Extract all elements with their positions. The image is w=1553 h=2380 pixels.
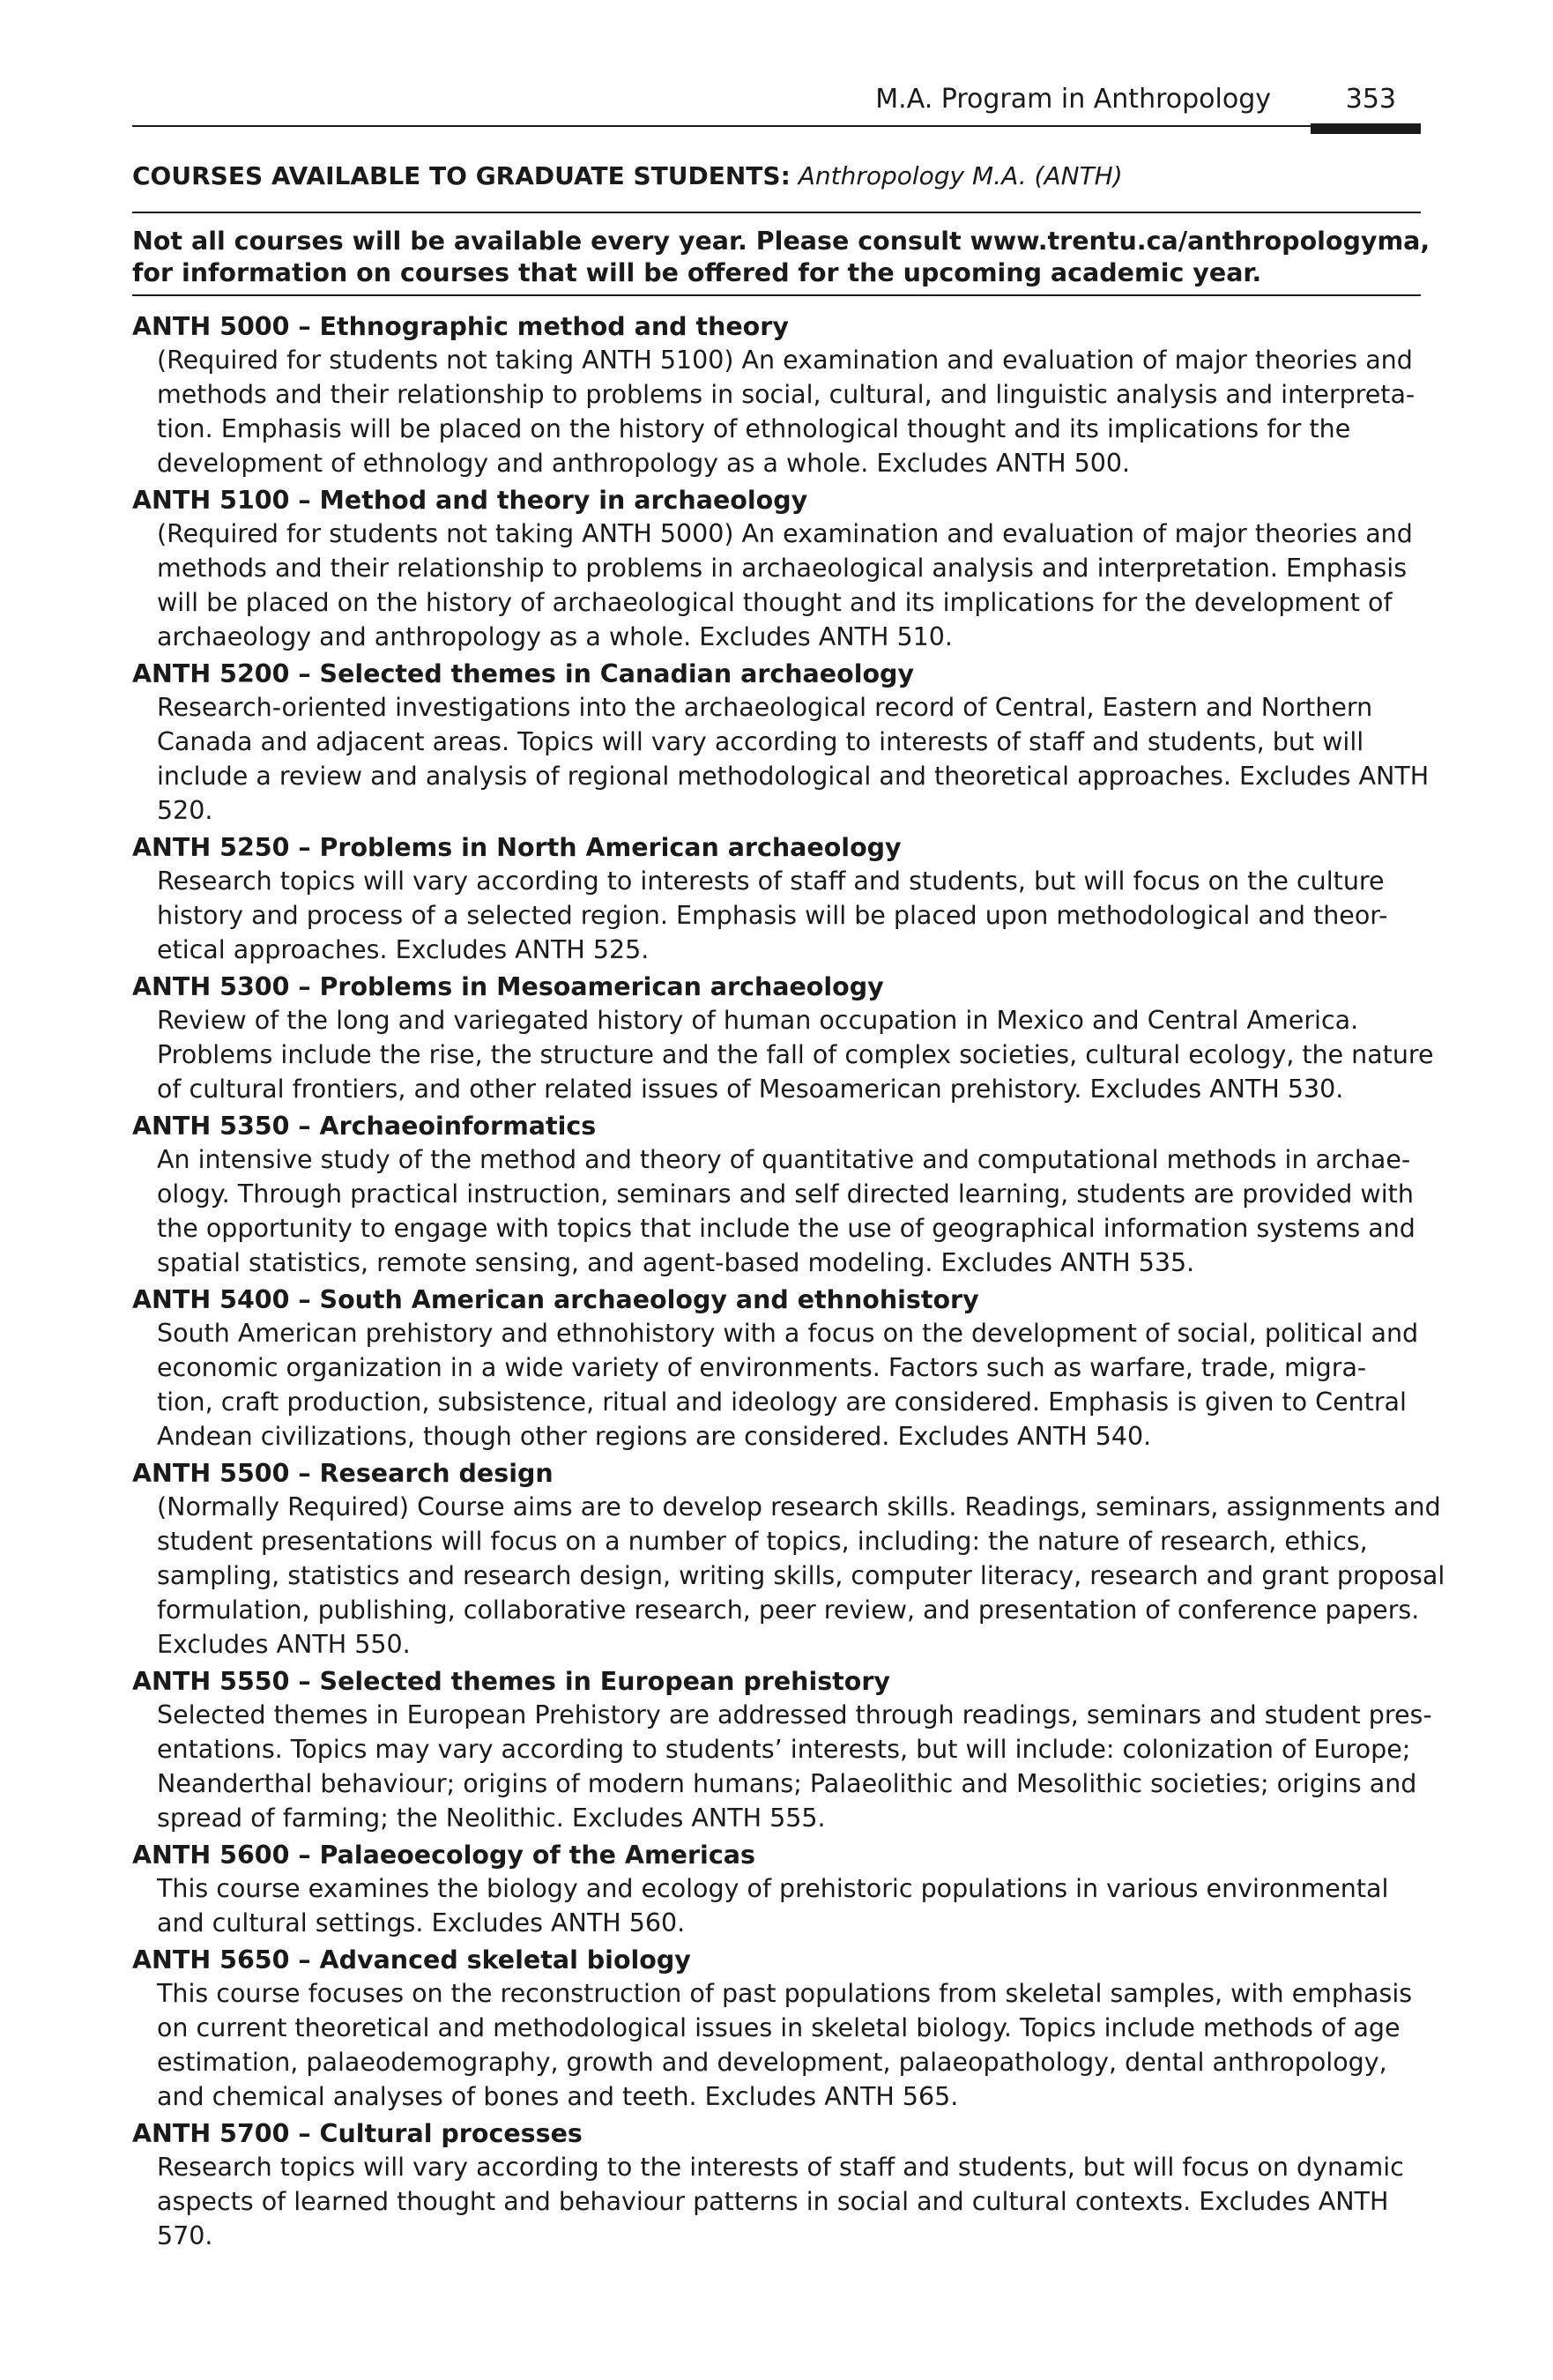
course-description-line: formulation, publishing, collaborative research, peer review, and presentation of conference papers. <box>157 1595 1420 1625</box>
course-title: ANTH 5700 – Cultural processes <box>132 2119 583 2148</box>
course-entry <box>132 1284 1421 1454</box>
course-title: ANTH 5350 – Archaeoinformatics <box>132 1112 597 1141</box>
course-description-line: of cultural frontiers, and other related issues of Mesoamerican prehistory. Excludes ANTH 530. <box>157 1075 1344 1104</box>
course-description-line: (Normally Required) Course aims are to develop research skills. Readings, seminars, assignments and <box>157 1492 1441 1521</box>
running-header-title: M.A. Program in Anthropology <box>875 84 1271 115</box>
course-description-line: Research topics will vary according to the interests of staff and students, but will focus on dynamic <box>157 2153 1404 2182</box>
section-heading-program: Anthropology M.A. (ANTH) <box>798 161 1123 190</box>
course-entry <box>132 1666 1432 1835</box>
course-description-line: estimation, palaeodemography, growth and development, palaeopathology, dental anthropology, <box>157 2048 1387 2077</box>
course-entry <box>132 971 1434 1106</box>
course-title: ANTH 5250 – Problems in North American archaeology <box>132 833 902 862</box>
course-description-line: and cultural settings. Excludes ANTH 560. <box>157 1908 686 1937</box>
course-description-line: This course focuses on the reconstruction of past populations from skeletal samples, with emphasis <box>157 1979 1413 2008</box>
course-title: ANTH 5500 – Research design <box>132 1459 554 1488</box>
course-description-line: Canada and adjacent areas. Topics will vary according to interests of staff and students, but will <box>157 727 1364 756</box>
course-description-line: Research-oriented investigations into the archaeological record of Central, Eastern and Northern <box>157 693 1373 722</box>
course-entry <box>132 1111 1421 1280</box>
availability-notice <box>132 212 1430 296</box>
course-description-line: An intensive study of the method and theory of quantitative and computational methods in archae- <box>157 1145 1411 1174</box>
course-description <box>132 690 1430 828</box>
course-description <box>132 1142 1421 1280</box>
course-description-line: 520. <box>157 796 213 825</box>
course-description-line: Neanderthal behaviour; origins of modern humans; Palaeolithic and Mesolithic societies; origins and <box>157 1769 1417 1798</box>
course-description-line: history and process of a selected region. Emphasis will be placed upon methodological and theor- <box>157 901 1388 930</box>
course-description-line: Review of the long and variegated history of human occupation in Mexico and Central America. <box>157 1006 1359 1035</box>
section-heading <box>132 159 1123 194</box>
course-description-line: archaeology and anthropology as a whole. Excludes ANTH 510. <box>157 622 953 651</box>
course-entry <box>132 2118 1421 2253</box>
course-title: ANTH 5300 – Problems in Mesoamerican archaeology <box>132 972 884 1001</box>
course-title: ANTH 5000 – Ethnographic method and theory <box>132 312 789 341</box>
course-description-line: spread of farming; the Neolithic. Excludes ANTH 555. <box>157 1804 826 1833</box>
course-entry <box>132 1840 1421 1940</box>
course-title: ANTH 5400 – South American archaeology and ethnohistory <box>132 1285 979 1314</box>
course-description-line: the opportunity to engage with topics that include the use of geographical information systems and <box>157 1214 1416 1243</box>
course-description <box>132 1871 1421 1940</box>
course-title: ANTH 5100 – Method and theory in archaeology <box>132 486 808 515</box>
course-description <box>132 343 1421 480</box>
course-description-line: aspects of learned thought and behaviour patterns in social and cultural contexts. Excludes ANTH <box>157 2187 1389 2216</box>
course-description-line: This course examines the biology and ecology of prehistoric populations in various environmental <box>157 1874 1389 1903</box>
course-description-line: will be placed on the history of archaeological thought and its implications for the development of <box>157 588 1393 617</box>
course-description <box>132 517 1421 654</box>
course-description-line: on current theoretical and methodological issues in skeletal biology. Topics include methods of age <box>157 2013 1401 2042</box>
notice-line: for information on courses that will be offered for the upcoming academic year. <box>132 258 1262 287</box>
course-entry <box>132 1458 1445 1662</box>
course-description-line: (Required for students not taking ANTH 5100) An examination and evaluation of major theories and <box>157 346 1413 375</box>
course-description-line: Selected themes in European Prehistory are addressed through readings, seminars and student pres- <box>157 1700 1432 1729</box>
course-description-line: etical approaches. Excludes ANTH 525. <box>157 935 650 964</box>
course-entry <box>132 658 1430 828</box>
course-description-line: development of ethnology and anthropology as a whole. Excludes ANTH 500. <box>157 449 1131 478</box>
course-description-line: spatial statistics, remote sensing, and agent-based modeling. Excludes ANTH 535. <box>157 1248 1195 1277</box>
page-number-bar <box>1311 123 1421 134</box>
course-description-line: sampling, statistics and research design, writing skills, computer literacy, research and grant proposal <box>157 1561 1445 1590</box>
course-description-line: 570. <box>157 2221 213 2250</box>
course-description-line: entations. Topics may vary according to students’ interests, but will include: colonization of Europe; <box>157 1735 1411 1764</box>
notice-line: Not all courses will be available every year. Please consult www.trentu.ca/anthropologyma, <box>132 227 1430 256</box>
course-description-line: South American prehistory and ethnohistory with a focus on the development of social, political and <box>157 1319 1419 1348</box>
course-description <box>132 1003 1434 1106</box>
course-title: ANTH 5550 – Selected themes in European prehistory <box>132 1667 891 1696</box>
course-description-line: student presentations will focus on a number of topics, including: the nature of research, ethics, <box>157 1527 1368 1556</box>
course-title: ANTH 5600 – Palaeoecology of the Americas <box>132 1841 755 1870</box>
course-description-line: tion, craft production, subsistence, ritual and ideology are considered. Emphasis is given to Central <box>157 1387 1407 1417</box>
course-description-line: ology. Through practical instruction, seminars and self directed learning, students are provided with <box>157 1179 1414 1209</box>
page-number: 353 <box>1345 84 1396 115</box>
course-description <box>132 1490 1445 1662</box>
course-description-line: Research topics will vary according to interests of staff and students, but will focus on the culture <box>157 866 1385 896</box>
course-list <box>132 311 1445 2257</box>
section-heading-label: COURSES AVAILABLE TO GRADUATE STUDENTS: <box>132 161 791 190</box>
course-description <box>132 1316 1421 1454</box>
course-description-line: methods and their relationship to problems in archaeological analysis and interpretation. Emphasis <box>157 554 1408 583</box>
course-description-line: Excludes ANTH 550. <box>157 1630 411 1659</box>
course-description-line: Andean civilizations, though other regions are considered. Excludes ANTH 540. <box>157 1422 1152 1451</box>
course-description <box>132 1698 1432 1835</box>
course-title: ANTH 5650 – Advanced skeletal biology <box>132 1945 691 1975</box>
course-description <box>132 2150 1421 2253</box>
course-description-line: (Required for students not taking ANTH 5000) An examination and evaluation of major theories and <box>157 519 1413 548</box>
course-description-line: include a review and analysis of regional methodological and theoretical approaches. Excludes ANTH <box>157 762 1430 791</box>
running-header <box>132 81 1421 127</box>
course-description <box>132 1976 1421 2114</box>
course-entry <box>132 485 1421 654</box>
course-description-line: economic organization in a wide variety of environments. Factors such as warfare, trade, migra- <box>157 1353 1367 1382</box>
course-description-line: methods and their relationship to problems in social, cultural, and linguistic analysis and interpreta- <box>157 380 1416 409</box>
course-entry <box>132 311 1421 480</box>
course-description-line: tion. Emphasis will be placed on the history of ethnological thought and its implications for the <box>157 414 1351 443</box>
course-entry <box>132 832 1421 967</box>
course-title: ANTH 5200 – Selected themes in Canadian archaeology <box>132 659 915 688</box>
course-entry <box>132 1945 1421 2114</box>
course-description-line: Problems include the rise, the structure and the fall of complex societies, cultural ecology, the nature <box>157 1040 1434 1069</box>
course-description-line: and chemical analyses of bones and teeth. Excludes ANTH 565. <box>157 2082 959 2111</box>
course-description <box>132 864 1421 967</box>
